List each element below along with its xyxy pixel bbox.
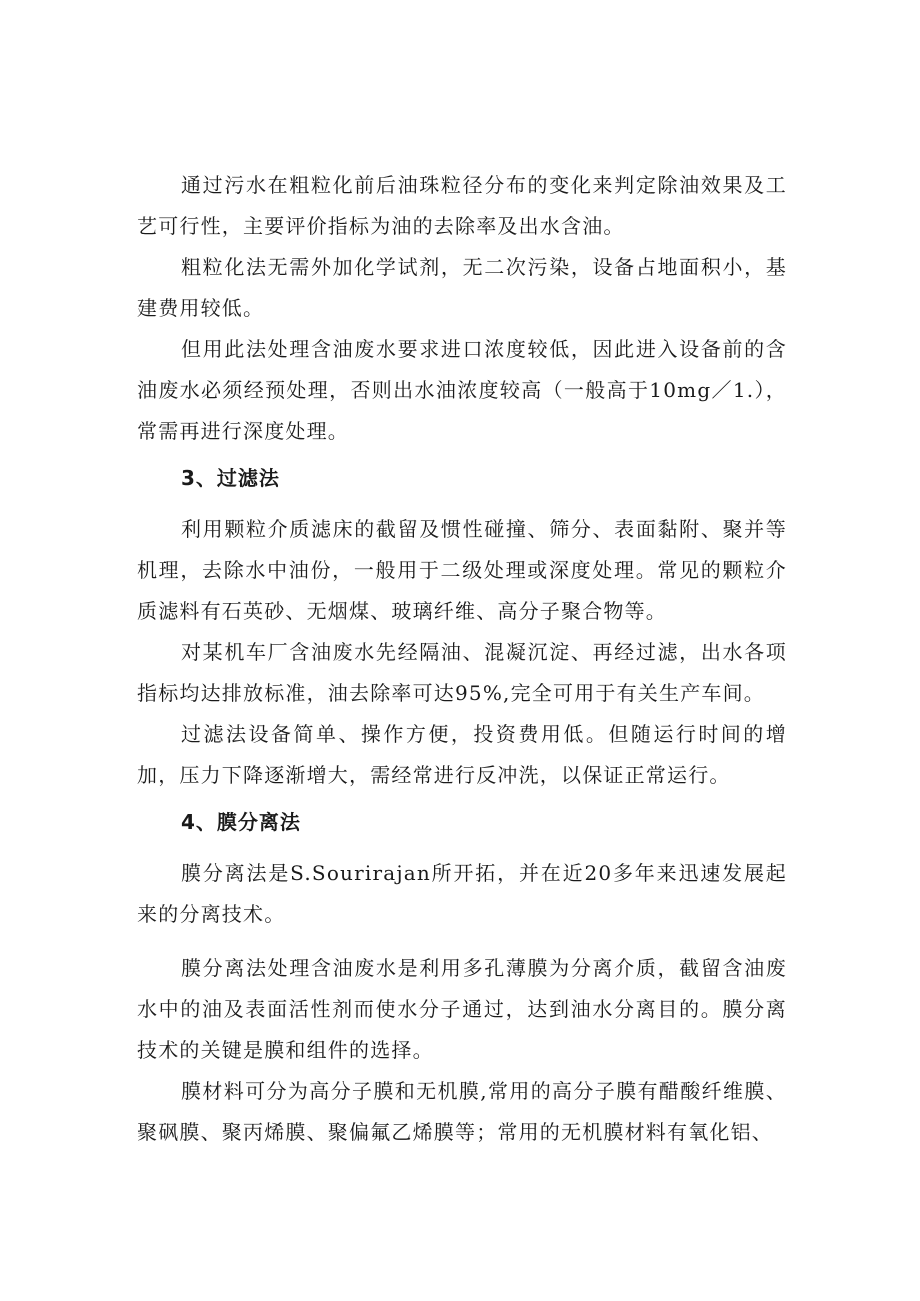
paragraph-filtration-mechanism: 利用颗粒介质滤床的截留及惯性碰撞、筛分、表面黏附、聚并等机理，去除水中油份，一般用于二级处理或深度处理。常见的颗粒介质滤料有石英砂、无烟煤、玻璃纤维、高分子聚合物等。 (137, 517, 787, 623)
paragraph-oil-removal-evaluation: 通过污水在粗粒化前后油珠粒径分布的变化来判定除油效果及工艺可行性，主要评价指标为油的去除率及出水含油。 (137, 173, 787, 238)
paragraph-membrane-materials: 膜材料可分为高分子膜和无机膜,常用的高分子膜有醋酸纤维膜、聚砜膜、聚丙烯膜、聚偏氟乙烯膜等；常用的无机膜材料有氧化铝、 (137, 1079, 787, 1144)
paragraph-filtration-case: 对某机车厂含油废水先经隔油、混凝沉淀、再经过滤，出水各项指标均达排放标准，油去除率可达95%,完全可用于有关生产车间。 (137, 640, 787, 705)
paragraph-coalescence-limitations: 但用此法处理含油废水要求进口浓度较低，因此进入设备前的含油废水必须经预处理，否则出水油浓度较高（一般高于10mg／1.），常需再进行深度处理。 (137, 337, 787, 443)
section-heading-membrane-separation: 4、膜分离法 (181, 810, 301, 834)
document-body (137, 165, 787, 1153)
section-heading-filtration: 3、过滤法 (181, 466, 280, 490)
paragraph-membrane-origin: 膜分离法是S.Sourirajan所开拓，并在近20多年来迅速发展起来的分离技术。 (137, 861, 787, 926)
paragraph-membrane-principle: 膜分离法处理含油废水是利用多孔薄膜为分离介质，截留含油废水中的油及表面活性剂而使水分子通过，达到油水分离目的。膜分离技术的关键是膜和组件的选择。 (137, 956, 787, 1062)
paragraph-filtration-pros-cons: 过滤法设备简单、操作方便，投资费用低。但随运行时间的增加，压力下降逐渐增大，需经常进行反冲洗，以保证正常运行。 (137, 722, 787, 787)
paragraph-coalescence-advantages: 粗粒化法无需外加化学试剂，无二次污染，设备占地面积小，基建费用较低。 (137, 255, 787, 320)
